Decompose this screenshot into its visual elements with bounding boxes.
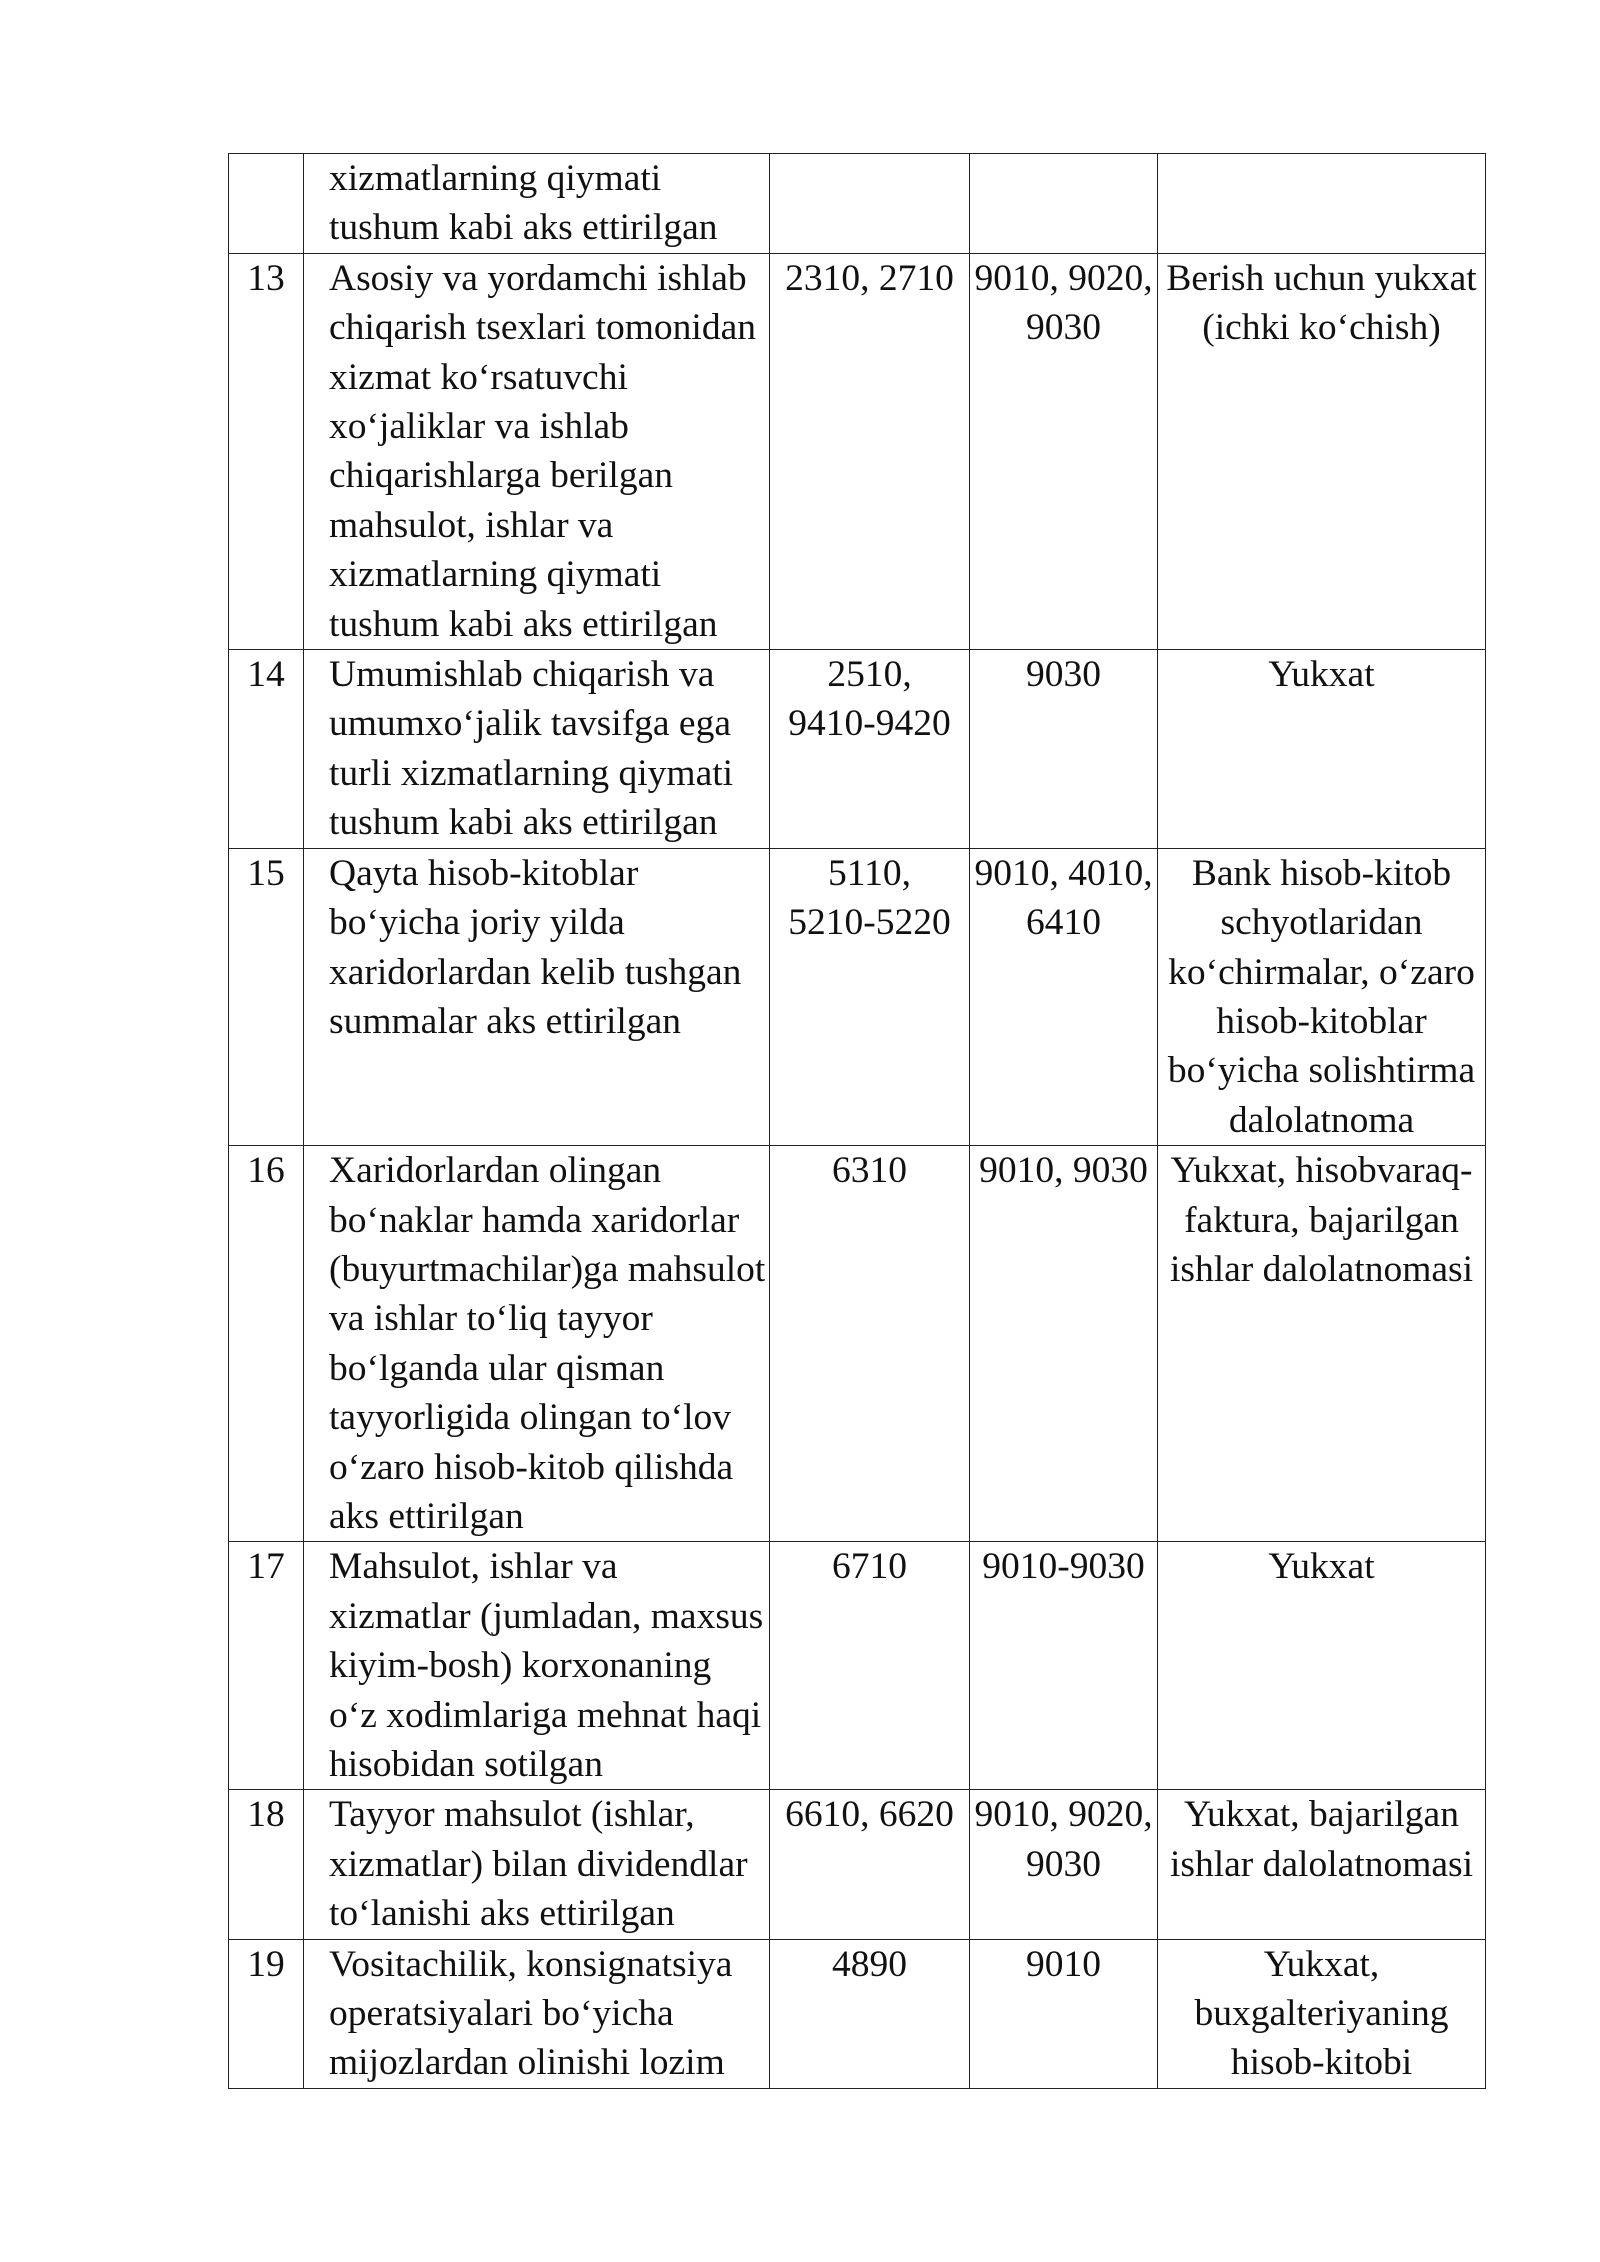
cell-number: 13 <box>229 253 304 649</box>
cell-account-codes-1: 6610, 6620 <box>770 1790 970 1939</box>
cell-account-codes-2 <box>970 154 1158 254</box>
cell-description: Asosiy va yordamchi ishlab chiqarish tsexlari tomonidan xizmat ko‘rsatuvchi xo‘jaliklar va ishlab chiqarishlarga berilgan mahsulot, ishlar va xizmatlarning qiymati tushum kabi aks ettirilgan <box>304 253 770 649</box>
cell-number: 18 <box>229 1790 304 1939</box>
cell-account-codes-1: 6710 <box>770 1542 970 1790</box>
cell-account-codes-1: 5110, 5210-5220 <box>770 848 970 1145</box>
cell-description: xizmatlarning qiymati tushum kabi aks ettirilgan <box>304 154 770 254</box>
cell-document: Yukxat, hisobvaraq- faktura, bajarilgan ishlar dalolatnomasi <box>1158 1146 1486 1542</box>
cell-description: Tayyor mahsulot (ishlar, xizmatlar) bilan dividendlar to‘lanishi aks ettirilgan <box>304 1790 770 1939</box>
cell-document: Berish uchun yukxat (ichki ko‘chish) <box>1158 253 1486 649</box>
table-row <box>229 1146 1486 1542</box>
cell-account-codes-1: 4890 <box>770 1939 970 2088</box>
cell-document: Bank hisob-kitob schyotlaridan ko‘chirmalar, o‘zaro hisob-kitoblar bo‘yicha solishtirma dalolatnoma <box>1158 848 1486 1145</box>
cell-document: Yukxat <box>1158 650 1486 849</box>
table-row <box>229 1790 1486 1939</box>
table-row <box>229 1542 1486 1790</box>
cell-document: Yukxat <box>1158 1542 1486 1790</box>
cell-number: 19 <box>229 1939 304 2088</box>
cell-document <box>1158 154 1486 254</box>
cell-account-codes-1: 6310 <box>770 1146 970 1542</box>
table-row <box>229 848 1486 1145</box>
cell-description: Umumishlab chiqarish va umumxo‘jalik tavsifga ega turli xizmatlarning qiymati tushum kabi aks ettirilgan <box>304 650 770 849</box>
cell-account-codes-2: 9010, 9020, 9030 <box>970 1790 1158 1939</box>
cell-number: 17 <box>229 1542 304 1790</box>
cell-document: Yukxat, bajarilgan ishlar dalolatnomasi <box>1158 1790 1486 1939</box>
cell-description: Xaridorlardan olingan bo‘naklar hamda xaridorlar (buyurtmachilar)ga mahsulot va ishlar to‘liq tayyor bo‘lganda ular qisman tayyorligida olingan to‘lov o‘zaro hisob-kitob qilishda aks ettirilgan <box>304 1146 770 1542</box>
cell-number: 14 <box>229 650 304 849</box>
cell-number: 16 <box>229 1146 304 1542</box>
cell-account-codes-2: 9010, 9030 <box>970 1146 1158 1542</box>
cell-account-codes-1: 2510, 9410-9420 <box>770 650 970 849</box>
table-row <box>229 650 1486 849</box>
cell-description: Mahsulot, ishlar va xizmatlar (jumladan, maxsus kiyim-bosh) korxonaning o‘z xodimlariga mehnat haqi hisobidan sotilgan <box>304 1542 770 1790</box>
table-row <box>229 1939 1486 2088</box>
cell-number: 15 <box>229 848 304 1145</box>
table-body <box>229 154 1486 2089</box>
cell-document: Yukxat, buxgalteriyaning hisob-kitobi <box>1158 1939 1486 2088</box>
document-table <box>228 153 1486 2089</box>
cell-account-codes-2: 9010 <box>970 1939 1158 2088</box>
cell-account-codes-2: 9010-9030 <box>970 1542 1158 1790</box>
cell-number <box>229 154 304 254</box>
cell-account-codes-1: 2310, 2710 <box>770 253 970 649</box>
table-row <box>229 154 1486 254</box>
cell-account-codes-2: 9010, 4010, 6410 <box>970 848 1158 1145</box>
cell-account-codes-2: 9030 <box>970 650 1158 849</box>
table-row <box>229 253 1486 649</box>
cell-account-codes-1 <box>770 154 970 254</box>
cell-description: Qayta hisob-kitoblar bo‘yicha joriy yilda xaridorlardan kelib tushgan summalar aks ettirilgan <box>304 848 770 1145</box>
cell-description: Vositachilik, konsignatsiya operatsiyalari bo‘yicha mijozlardan olinishi lozim <box>304 1939 770 2088</box>
cell-account-codes-2: 9010, 9020, 9030 <box>970 253 1158 649</box>
